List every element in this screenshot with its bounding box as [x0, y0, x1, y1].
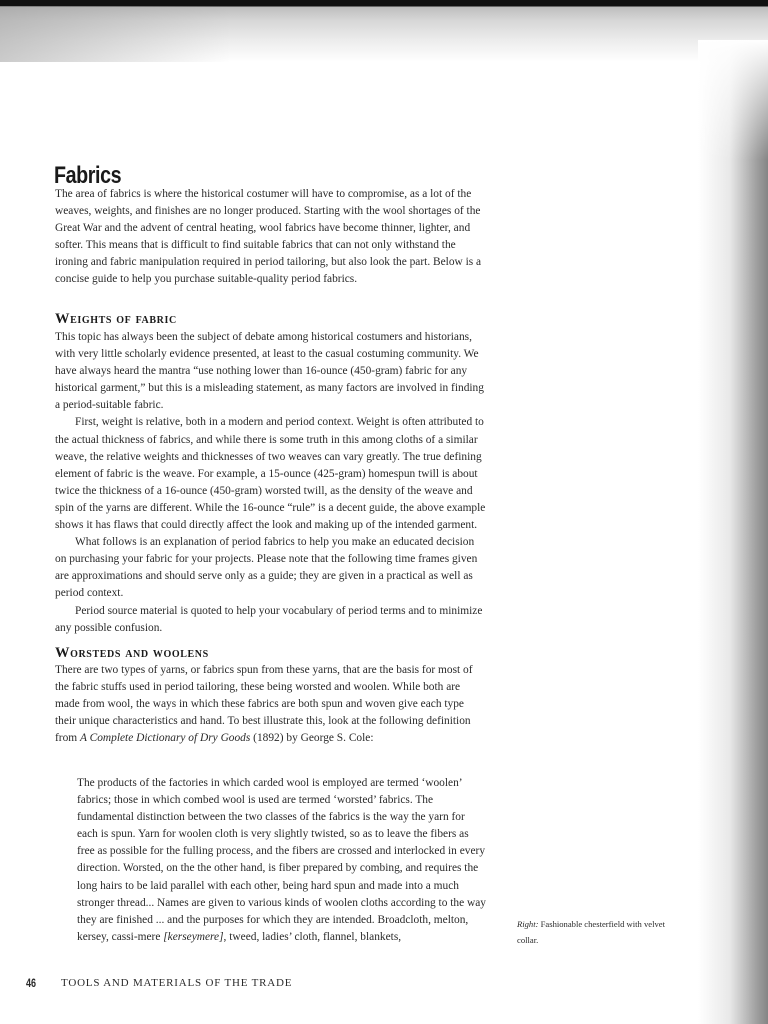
weights-heading: Weights of fabric: [55, 311, 177, 327]
weights-paragraph-3: What follows is an explanation of period fabrics to help you make an educated decision on purchasing your fabric for your projects. Please note that the following time frames given are approximations and should serve only as a guide; they are given in a practical as well as period context.: [55, 536, 478, 600]
caption-label: Right:: [517, 919, 539, 929]
weights-paragraph-2: First, weight is relative, both in a modern and period context. Weight is often attributed to the actual thickness of fabrics, and while there is some truth in this among cloths of a similar weave, the relative weights and thicknesses of two weaves can vary greatly. The true defining element of fabric is the weave. For example, a 15-ounce (425-gram) homespun twill is about twice the thickness of a 16-ounce (450-gram) worsted twill, as the density of the weave and spin of the yarns are different. While the 16-ounce “rule” is a decent guide, the above example shows it has flaws that could directly affect the look and making up of the intended garment.: [55, 416, 486, 532]
block-quote: [77, 775, 487, 946]
quote-paragraph: [77, 775, 487, 946]
scan-right-gutter-fade: [698, 40, 768, 160]
running-footer-title: TOOLS AND MATERIALS OF THE TRADE: [61, 977, 293, 989]
worsteds-heading: Worsteds and woolens: [55, 645, 209, 661]
caption-text: Fashionable chesterfield with velvet collar.: [517, 919, 665, 945]
intro-section: [55, 186, 487, 289]
weights-paragraph-4: Period source material is quoted to help your vocabulary of period terms and to minimize any possible confusion.: [55, 604, 483, 634]
quote-italic-term: [kerseymere]: [163, 930, 224, 943]
scan-right-gutter-shadow: [698, 40, 768, 1024]
weights-section: [55, 329, 487, 637]
worsteds-paragraph: [55, 662, 487, 747]
weights-paragraph-1: This topic has always been the subject of debate among historical costumers and historians, with very little scholarly evidence presented, at least to the casual costuming community. We have always heard the mantra “use nothing lower than 16-ounce (450-gram) fabric for any historical garment,” but this is a misleading statement, as many factors are involved in finding a period-suitable fabric.: [55, 331, 484, 412]
quote-text-before: The products of the factories in which carded wool is employed are termed ‘woolen’ fabrics; those in which combed wool is used are termed ‘worsted’ fabrics. The fundamental distinction between the two classes of the fabrics is the way the yarn for each is spun. Yarn for woolen cloth is very slightly twisted, so as to leave the fibers as free as possible for the fulling process, and the fibers are crossed and interlocked in every direction. Worsted, on the the other hand, is fiber prepared by combing, and requires the long hairs to be laid parallel with each other, being hard spun and made into a much stronger thread... Names are given to various kinds of woolen cloths according to the way they are finished ... and the purposes for which they are intended. Broadcloth, melton, kersey, cassi-mere: [77, 777, 487, 943]
quote-text-after: , tweed, ladies’ cloth, flannel, blankets,: [223, 930, 402, 943]
book-title: A Complete Dictionary of Dry Goods: [80, 732, 251, 745]
worsteds-text-before: There are two types of yarns, or fabrics spun from these yarns, that are the basis for most of the fabric stuffs used in period tailoring, these being worsted and woolen. While both are made from wool, the ways in which these fabrics are both spun and woven give each type their unique characteristics and hand. To best illustrate this, look at the following definition from: [55, 664, 473, 745]
scan-top-left-shading: [0, 6, 230, 62]
page-title: Fabrics: [54, 162, 122, 189]
worsteds-text-after: (1892) by George S. Cole:: [250, 732, 374, 745]
worsteds-section: [55, 662, 487, 747]
image-caption: [517, 916, 687, 948]
page-number: 46: [26, 976, 37, 990]
intro-paragraph: The area of fabrics is where the historical costumer will have to compromise, as a lot of the weaves, weights, and finishes are no longer produced. Starting with the wool shortages of the Great War and the advent of central heating, wool fabrics have become thinner, lighter, and softer. This means that is difficult to find suitable fabrics that can not only withstand the ironing and fabric manipulation required in period tailoring, but also look the part. Below is a concise guide to help you purchase suitable-quality period fabrics.: [55, 188, 482, 286]
